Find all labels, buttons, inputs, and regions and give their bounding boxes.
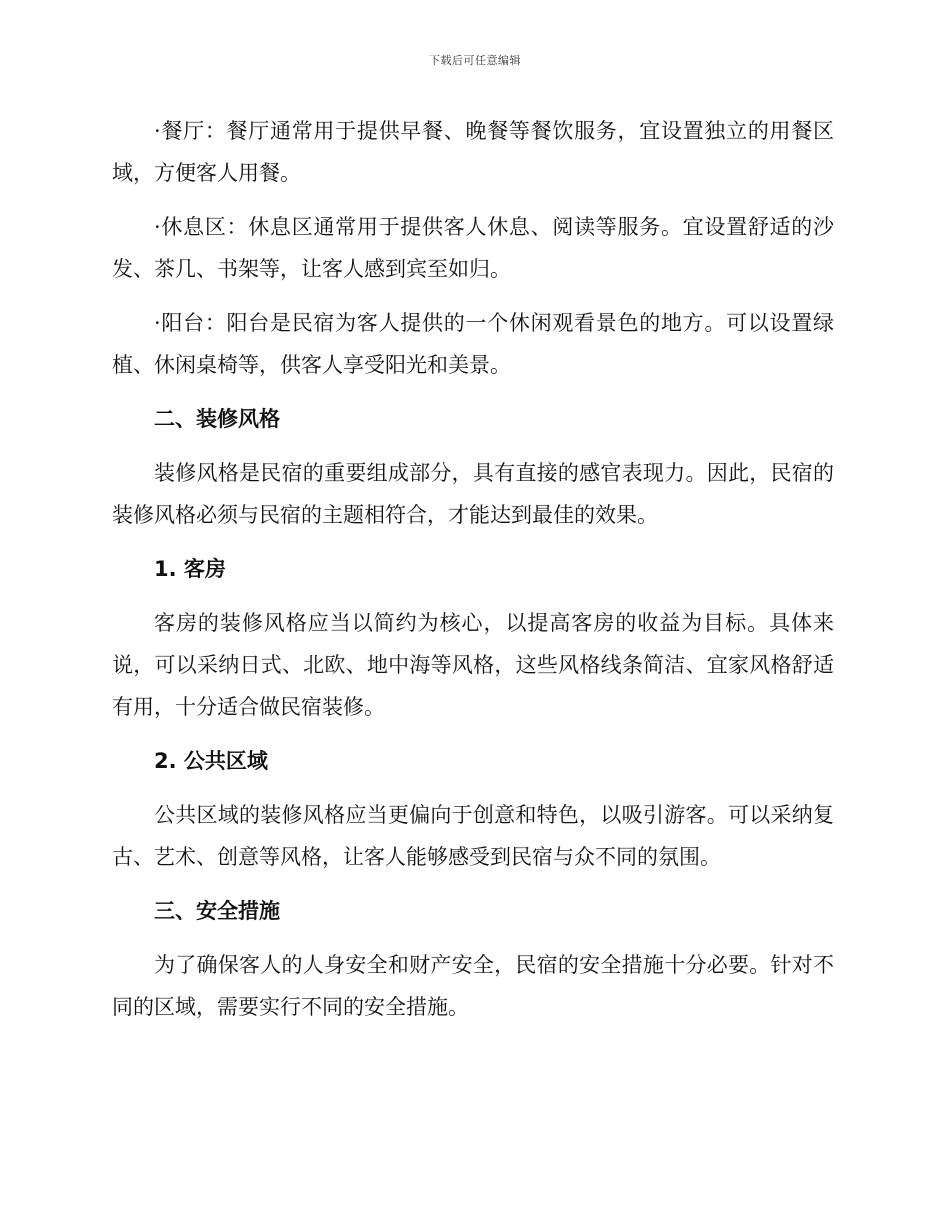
paragraph-balcony: ·阳台：阳台是民宿为客人提供的一个休闲观看景色的地方。可以设置绿植、休闲桌椅等，供客人享受阳光和美景。 <box>112 311 834 377</box>
subheading-guest-rooms: 1. 客房 <box>154 557 226 581</box>
subheading-public-areas: 2. 公共区域 <box>154 749 268 773</box>
document-body <box>112 110 834 1040</box>
paragraph-public-areas: 公共区域的装修风格应当更偏向于创意和特色，以吸引游客。可以采纳复古、艺术、创意等风格，让客人能够感受到民宿与众不同的氛围。 <box>112 803 834 869</box>
section-heading-decoration-style: 二、装修风格 <box>154 407 280 431</box>
paragraph-decoration-intro: 装修风格是民宿的重要组成部分，具有直接的感官表现力。因此，民宿的装修风格必须与民宿的主题相符合，才能达到最佳的效果。 <box>112 461 834 527</box>
paragraph-restaurant: ·餐厅：餐厅通常用于提供早餐、晚餐等餐饮服务，宜设置独立的用餐区域，方便客人用餐。 <box>112 119 834 185</box>
page-header: 下载后可任意编辑 <box>429 54 521 67</box>
paragraph-safety: 为了确保客人的人身安全和财产安全，民宿的安全措施十分必要。针对不同的区域，需要实行不同的安全措施。 <box>112 953 834 1019</box>
section-heading-safety: 三、安全措施 <box>154 899 280 923</box>
paragraph-guest-rooms: 客房的装修风格应当以简约为核心，以提高客房的收益为目标。具体来说，可以采纳日式、北欧、地中海等风格，这些风格线条简洁、宜家风格舒适有用，十分适合做民宿装修。 <box>112 611 834 719</box>
paragraph-lounge: ·休息区：休息区通常用于提供客人休息、阅读等服务。宜设置舒适的沙发、茶几、书架等，让客人感到宾至如归。 <box>112 215 834 281</box>
